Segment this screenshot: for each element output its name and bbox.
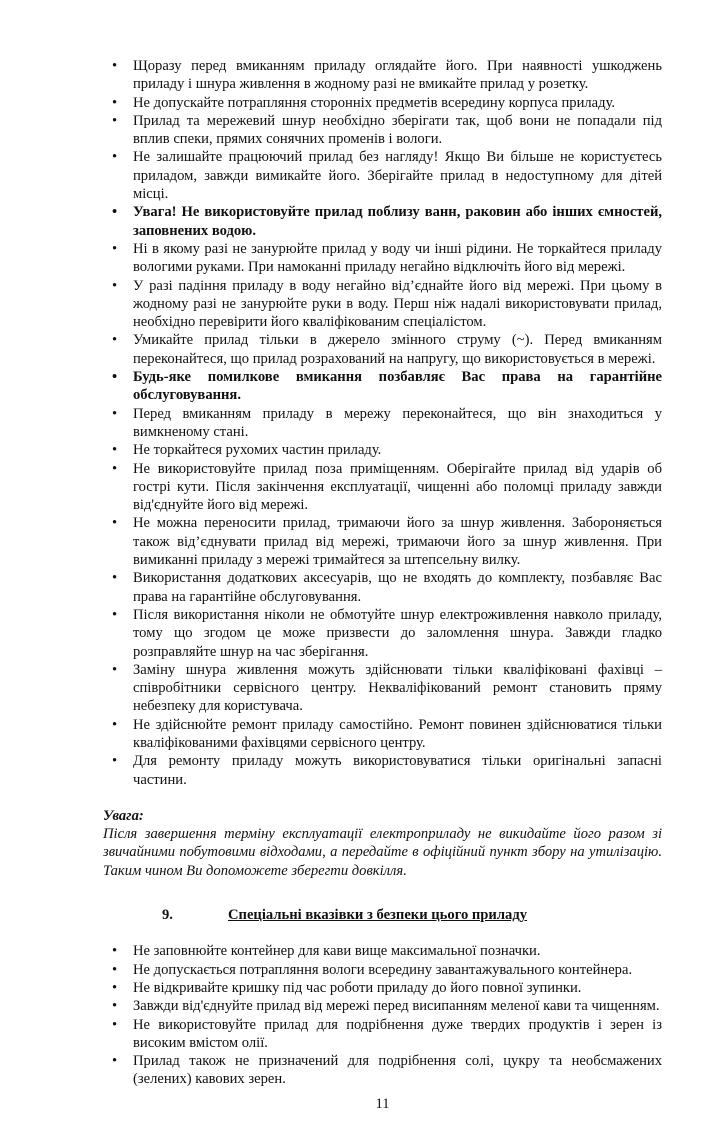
section-title: Спеціальні вказівки з безпеки цього приладу: [228, 907, 528, 924]
list-item: • Не можна переносити прилад, тримаючи його за шнур живлення. Забороняється також від’єднувати прилад від мережі, тримаючи його за шнур живлення. При вимиканні приладу з мережі тримайтеся за штепсельну вилку.: [133, 514, 662, 569]
disposal-notice: [103, 807, 662, 880]
list-item: • Не використовуйте прилад поза приміщенням. Оберігайте прилад від ударів об гострі кути. Після закінчення експлуатації, чищенні або поломці приладу завжди від'єднуйте його від мережі.: [133, 460, 662, 515]
page-number: 11: [375, 1095, 390, 1112]
list-item: • Не використовуйте прилад для подрібнення дуже твердих продуктів і зерен із високим вмістом олії.: [133, 1016, 662, 1053]
list-item: • Не допускається потрапляння вологи всередину завантажувального контейнера.: [133, 961, 662, 979]
list-item: • Умикайте прилад тільки в джерело змінного струму (~). Перед вмиканням переконайтеся, що прилад розрахований на напругу, що використовується в мережі.: [133, 331, 662, 368]
list-item: • Не торкайтеся рухомих частин приладу.: [133, 441, 662, 459]
list-item: • Не заповнюйте контейнер для кави вище максимальної позначки.: [133, 942, 662, 960]
list-item: • Перед вмиканням приладу в мережу переконайтеся, що він знаходиться у вимкненому стані.: [133, 405, 662, 442]
list-item: • Після використання ніколи не обмотуйте шнур електроживлення навколо приладу, тому що згодом це може призвести до заломлення шнура. Завжди гладко розправляйте шнур на час зберігання.: [133, 606, 662, 661]
list-item: • Ні в якому разі не занурюйте прилад у воду чи інші рідини. Не торкайтеся приладу вологими руками. При намоканні приладу негайно відключіть його від мережі.: [133, 240, 662, 277]
list-item: • Будь-яке помилкове вмикання позбавляє Вас права на гарантійне обслуговування.: [133, 368, 662, 405]
list-item: • Не допускайте потрапляння сторонніх предметів всередину корпуса приладу.: [133, 94, 662, 112]
notice-title: Увага:: [103, 807, 144, 824]
list-item: • Не залишайте працюючий прилад без нагляду! Якщо Ви більше не користуєтесь приладом, завжди вимикайте його. Зберігайте прилад в недоступному для дітей місці.: [133, 148, 662, 203]
list-item: • Для ремонту приладу можуть використовуватися тільки оригінальні запасні частини.: [133, 752, 662, 789]
special-safety-list: [103, 942, 662, 1088]
list-item: • Використання додаткових аксесуарів, що не входять до комплекту, позбавляє Вас права на гарантійне обслуговування.: [133, 569, 662, 606]
list-item: • Завжди від'єднуйте прилад від мережі перед висипанням меленої кави та чищенням.: [133, 997, 662, 1015]
safety-instructions-list: [103, 57, 662, 789]
list-item: • Щоразу перед вмиканням приладу оглядайте його. При наявності ушкоджень приладу і шнура живлення в жодному разі не вмикайте прилад у розетку.: [133, 57, 662, 94]
list-item: • Увага! Не використовуйте прилад поблизу ванн, раковин або інших ємностей, заповнених водою.: [133, 203, 662, 240]
notice-text: Після завершення терміну експлуатації електроприладу не викидайте його разом зі звичайними побутовими відходами, а передайте в офіційний пункт збору на утилізацію. Таким чином Ви допоможете зберегти довкілля.: [103, 826, 662, 879]
section-heading: [103, 906, 662, 924]
list-item: • Заміну шнура живлення можуть здійснювати тільки кваліфіковані фахівці – співробітники сервісного центру. Некваліфікований ремонт становить пряму небезпеку для користувача.: [133, 661, 662, 716]
list-item: • Не здійснюйте ремонт приладу самостійно. Ремонт повинен здійснюватися тільки кваліфікованими фахівцями сервісного центру.: [133, 716, 662, 753]
list-item: • Не відкривайте кришку під час роботи приладу до його повної зупинки.: [133, 979, 662, 997]
list-item: • Прилад та мережевий шнур необхідно зберігати так, щоб вони не попадали під вплив спеки, прямих сонячних променів і вологи.: [133, 112, 662, 149]
list-item: • Прилад також не призначений для подрібнення солі, цукру та необсмажених (зелених) кавових зерен.: [133, 1052, 662, 1089]
list-item: • У разі падіння приладу в воду негайно від’єднайте його від мережі. При цьому в жодному разі не занурюйте руки в воду. Перш ніж надалі використовувати прилад, необхідно перевірити його кваліфікованим спеціалістом.: [133, 277, 662, 332]
section-number: 9.: [162, 907, 173, 924]
